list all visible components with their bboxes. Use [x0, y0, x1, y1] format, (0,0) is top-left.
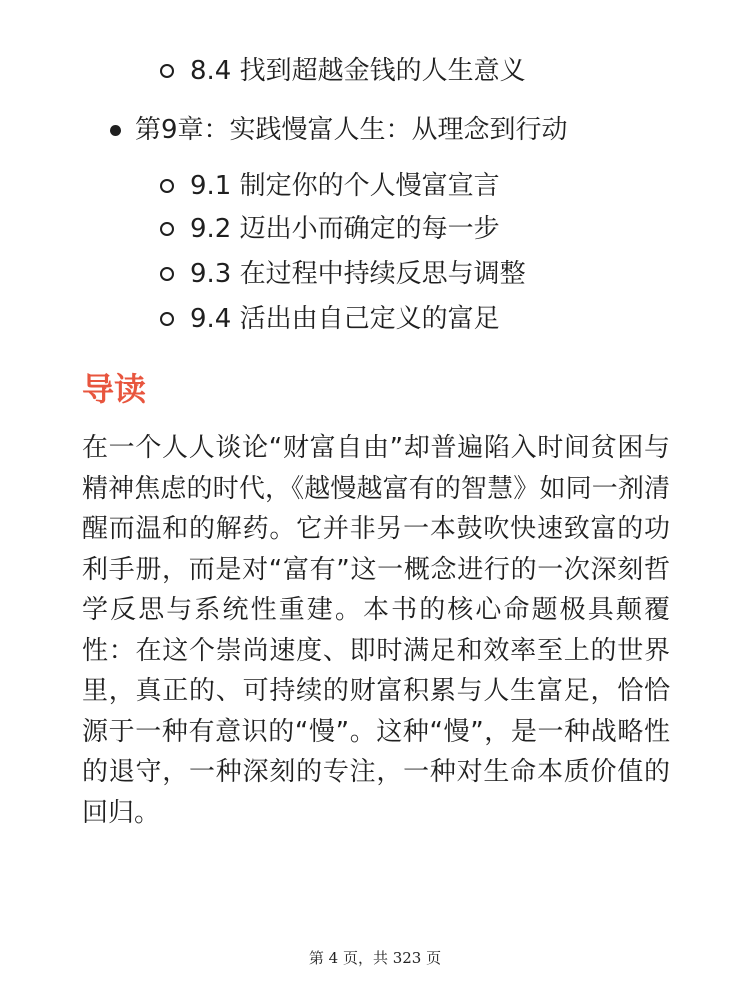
toc-subitem-label: 9.1 制定你的个人慢富宣言: [190, 171, 500, 201]
circle-bullet-icon: [160, 267, 174, 281]
toc-subitem-label: 8.4 找到超越金钱的人生意义: [190, 56, 526, 86]
section-heading: 导读: [82, 370, 147, 408]
body-paragraph: 在一个人人谈论“财富自由”却普遍陷入时间贫困与精神焦虑的时代，《越慢越富有的智慧》如同一剂清醒而温和的解药。它并非另一本鼓吹快速致富的功利手册，而是对“富有”这一概念进行的一次深刻哲学反思与系统性重建。本书的核心命题极具颠覆性：在这个崇尚速度、即时满足和效率至上的世界里，真正的、可持续的财富积累与人生富足，恰恰源于一种有意识的“慢”。这种“慢”，是一种战略性的退守，一种深刻的专注，一种对生命本质价值的回归。: [82, 433, 670, 828]
circle-bullet-icon: [160, 312, 174, 326]
toc-subitem-label: 9.3 在过程中持续反思与调整: [190, 259, 526, 289]
toc-subitem-9-1[interactable]: [160, 166, 500, 206]
toc-subitem-9-2[interactable]: [160, 209, 500, 249]
toc-chapter-label: 第9章：实践慢富人生：从理念到行动: [135, 115, 568, 145]
toc-subitem-9-4[interactable]: [160, 299, 500, 339]
disc-bullet-icon: [110, 125, 121, 136]
toc-chapter-9[interactable]: [110, 110, 568, 150]
toc-subitem-label: 9.4 活出由自己定义的富足: [190, 304, 500, 334]
toc-subitem-label: 9.2 迈出小而确定的每一步: [190, 214, 500, 244]
circle-bullet-icon: [160, 222, 174, 236]
toc-subitem-9-3[interactable]: [160, 254, 526, 294]
circle-bullet-icon: [160, 64, 174, 78]
circle-bullet-icon: [160, 179, 174, 193]
toc-subitem-8-4[interactable]: [160, 51, 526, 91]
page-number-footer: 第 4 页，共 323 页: [308, 949, 442, 967]
